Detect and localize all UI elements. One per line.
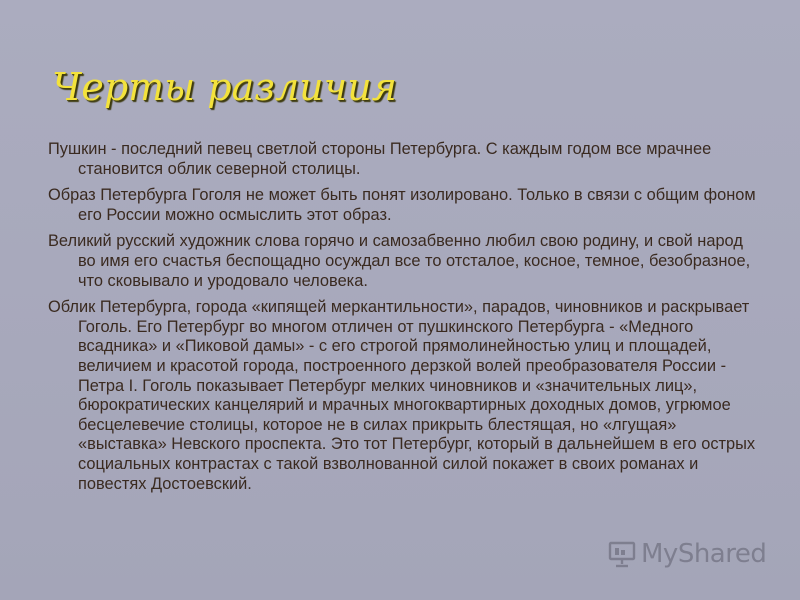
- watermark-text: MyShared: [641, 539, 767, 569]
- paragraph-gogol-image: Образ Петербурга Гоголя не может быть понят изолировано. Только в связи с общим фоном его России можно осмыслить этот образ.: [48, 186, 756, 224]
- paragraph-russian-artist: Великий русский художник слова горячо и самозабвенно любил свою родину, и свой народ во имя его счастья беспощадно осуждал все то отсталое, косное, темное, безобразное, что сковывало и уродовало человека.: [48, 232, 751, 290]
- paragraph-petersburg-appearance: Облик Петербурга, города «кипящей меркантильности», парадов, чиновников и раскрывает Гоголь. Его Петербург во многом отличен от пушкинского Петербурга - «Медного всадника» и «Пиковой дамы» - с его строгой прямолинейностью улиц и площадей, величием и красотой города, построенного дерзкой волей преобразователя России - Петра I. Гоголь показывает Петербург мелких чиновников и «значительных лиц», бюрократических канцелярий и мрачных многоквартирных доходных домов, угрюмое бесцелевечие столицы, которое не в силах прикрыть блестящая, но «лгущая» «выставка» Невского проспекта. Это тот Петербург, который в дальнейшем в его острых социальных контрастах с такой взволнованной силой покажет в своих романах и повестях Достоевский.: [48, 298, 756, 493]
- slide-title: Черты различия: [52, 65, 397, 109]
- presentation-board-icon: [607, 539, 637, 569]
- paragraph-pushkin: Пушкин - последний певец светлой стороны Петербурга. С каждым годом все мрачнее становится облик северной столицы.: [48, 140, 712, 178]
- slide-body: [48, 140, 760, 501]
- myshared-watermark: [607, 536, 766, 572]
